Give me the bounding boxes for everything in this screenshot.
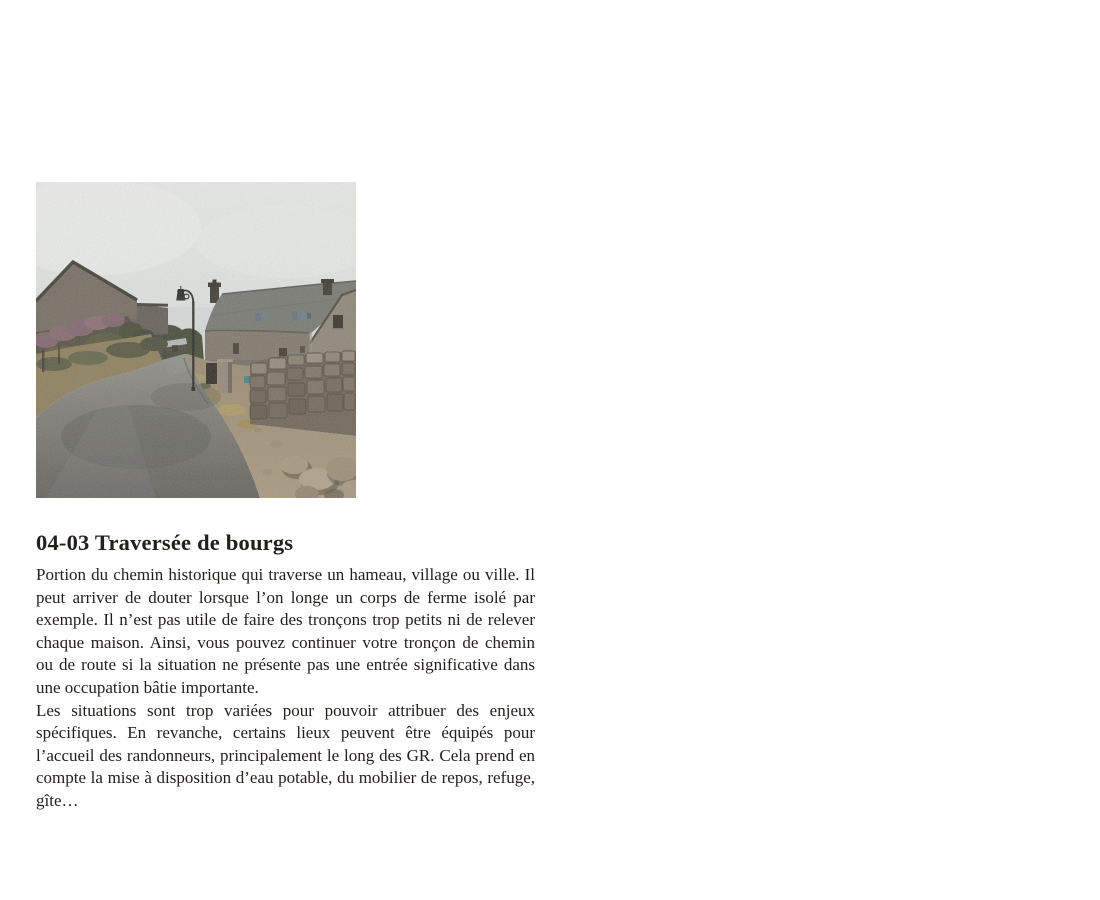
section-heading: 04-03 Traversée de bourgs — [36, 530, 294, 555]
section-body — [36, 564, 535, 813]
grain-overlay — [36, 182, 356, 498]
body-paragraph: Les situations sont trop variées pour pouvoir attribuer des enjeux spécifiques. En revanche, certains lieux peuvent être équipés pour l’accueil des randonneurs, principalement le long des GR. Cela prend en compte la mise à disposition d’eau potable, du mobilier de repos, refuge, gîte… — [36, 700, 535, 810]
village-photo-graphic — [36, 182, 356, 498]
village-street-photo — [36, 182, 356, 498]
body-paragraph: Portion du chemin historique qui traverse un hameau, village ou ville. Il peut arriver de douter lorsque l’on longe un corps de ferme isolé par exemple. Il n’est pas utile de faire des tronçons trop petits ni de relever chaque maison. Ainsi, vous pouvez continuer votre tronçon de chemin ou de route si la situation ne présente pas une entrée significative dans une occupation bâtie importante. — [36, 565, 535, 697]
